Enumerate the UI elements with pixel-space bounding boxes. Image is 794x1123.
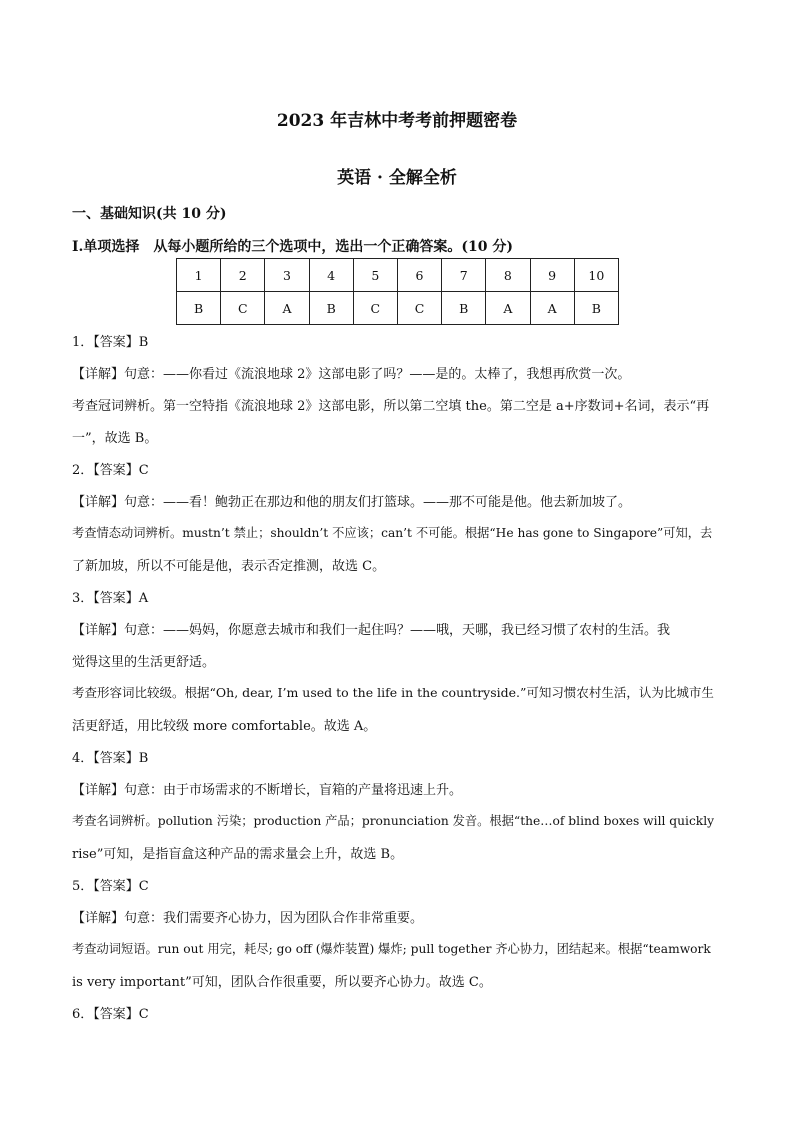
answer-cell: C — [221, 292, 265, 325]
document-subtitle: 英语 · 全解全析 — [337, 168, 457, 188]
question-number-cell: 5 — [353, 259, 397, 292]
answer-table-number-row — [177, 259, 619, 292]
analysis-line: 考查冠词辨析。第一空特指《流浪地球 2》这部电影，所以第二空填 the。第二空是 a+序数词+名词，表示“再 — [72, 399, 710, 414]
analysis-line: 活更舒适，用比较级 more comfortable。故选 A。 — [72, 719, 377, 734]
answer-line: 1．【答案】B — [72, 335, 149, 350]
question-number-cell: 9 — [530, 259, 574, 292]
answer-cell: B — [309, 292, 353, 325]
question-number-cell: 8 — [486, 259, 530, 292]
answer-line: 2．【答案】C — [72, 463, 149, 478]
answer-table-answer-row — [177, 292, 619, 325]
analysis-line: 一”，故选 B。 — [72, 431, 158, 446]
section-heading: I.单项选择 从每小题所给的三个选项中，选出一个正确答案。(10 分) — [72, 239, 514, 255]
detail-line: 【详解】句意：——你看过《流浪地球 2》这部电影了吗？——是的。太棒了，我想再欣赏一次。 — [72, 367, 631, 382]
analysis-line: 考查名词辨析。pollution 污染；production 产品；pronunciation 发音。根据“the…of blind boxes will quickly — [72, 814, 715, 828]
question-number-cell: 7 — [442, 259, 486, 292]
analysis-line: 了新加坡，所以不可能是他，表示否定推测，故选 C。 — [72, 559, 386, 574]
analysis-line: rise”可知，是指盲盒这种产品的需求量会上升，故选 B。 — [72, 847, 404, 862]
detail-line: 觉得这里的生活更舒适。 — [72, 655, 216, 670]
analysis-line: 考查情态动词辨析。mustn’t 禁止；shouldn’t 不应该；can’t 不可能。根据“He has gone to Singapore”可知，去 — [72, 526, 713, 540]
answer-cell: C — [353, 292, 397, 325]
answer-line: 5．【答案】C — [72, 879, 149, 894]
answer-cell: A — [530, 292, 574, 325]
question-number-cell: 2 — [221, 259, 265, 292]
answer-cell: C — [397, 292, 441, 325]
answer-cell: B — [177, 292, 221, 325]
analysis-line: is very important”可知，团队合作很重要，所以要齐心协力。故选 C。 — [72, 975, 492, 990]
answer-cell: A — [265, 292, 309, 325]
question-number-cell: 1 — [177, 259, 221, 292]
answer-cell: B — [574, 292, 618, 325]
detail-line: 【详解】句意：我们需要齐心协力，因为团队合作非常重要。 — [72, 911, 424, 926]
question-number-cell: 4 — [309, 259, 353, 292]
detail-line: 【详解】句意：——看！鲍勃正在那边和他的朋友们打篮球。——那不可能是他。他去新加坡了。 — [72, 495, 632, 510]
part-heading: 一、基础知识(共 10 分) — [72, 206, 227, 222]
question-number-cell: 3 — [265, 259, 309, 292]
detail-line: 【详解】句意：由于市场需求的不断增长，盲箱的产量将迅速上升。 — [72, 783, 463, 798]
document-title: 2023 年吉林中考考前押题密卷 — [276, 111, 518, 131]
answer-line: 4．【答案】B — [72, 751, 149, 766]
analysis-line: 考查形容词比较级。根据“Oh, dear, I’m used to the life in the countryside.”可知习惯农村生活，认为比城市生 — [72, 685, 714, 700]
answer-cell: B — [442, 292, 486, 325]
answer-table — [176, 258, 619, 325]
question-number-cell: 6 — [397, 259, 441, 292]
analysis-line: 考查动词短语。run out 用完，耗尽; go off (爆炸装置) 爆炸; pull together 齐心协力，团结起来。根据“teamwork — [72, 942, 711, 956]
question-number-cell: 10 — [574, 259, 618, 292]
detail-line: 【详解】句意：——妈妈，你愿意去城市和我们一起住吗？——哦，天哪，我已经习惯了农村的生活。我 — [72, 623, 671, 638]
answer-line: 3．【答案】A — [72, 591, 149, 606]
answer-line: 6．【答案】C — [72, 1007, 149, 1022]
answer-cell: A — [486, 292, 530, 325]
